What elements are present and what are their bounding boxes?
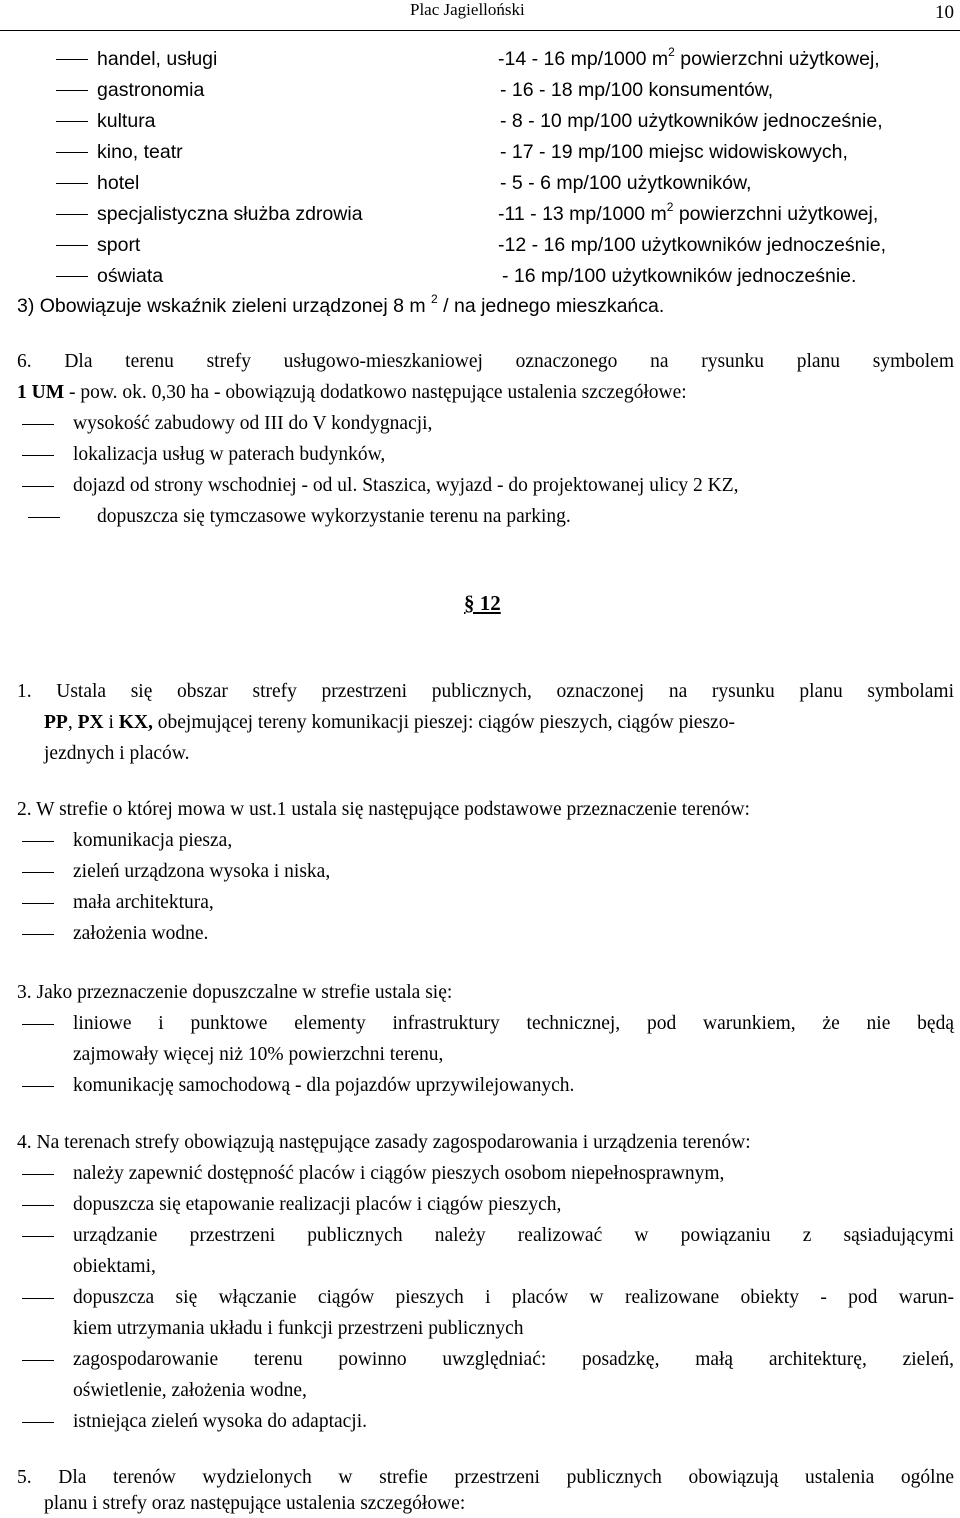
dash-bullet [22,1236,54,1237]
p5-line2: planu i strefy oraz następujące ustalenia szczegółowe: [44,1493,466,1514]
dash-bullet [22,903,54,904]
sec6-bullet: lokalizacja usług w paterach budynków, [73,444,386,465]
dash-bullet [22,486,54,487]
p3-bullet-line: komunikację samochodową - dla pojazdów uprzywilejowanych. [73,1075,575,1096]
p4-bullet-line: zagospodarowanie terenu powinno uwzględniać: posadzkę, małą architekturę, zieleń, [73,1349,954,1370]
p4-bullet-line: należy zapewnić dostępność placów i ciągów pieszych osobom niepełnosprawnym, [73,1163,725,1184]
page-header [0,0,960,31]
sec6-line2: 1 UM - pow. ok. 0,30 ha - obowiązują dodatkowo następujące ustalenia szczegółowe: [17,382,687,403]
norm-value: - 8 - 10 mp/100 użytkowników jednocześnie, [500,110,883,132]
p2-bullet: zieleń urządzona wysoka i niska, [73,861,331,882]
sec6-bullet: dopuszcza się tymczasowe wykorzystanie terenu na parking. [97,506,571,527]
dash-bullet [56,90,88,91]
norm-use: oświata [97,265,164,287]
sec6-bullet: wysokość zabudowy od III do V kondygnacji, [73,413,433,434]
sec6-bullet: dojazd od strony wschodniej - od ul. Staszica, wyjazd - do projektowanej ulicy 2 KZ, [73,475,739,496]
dash-bullet [22,1360,54,1361]
p2-bullet: komunikacja piesza, [73,830,233,851]
dash-bullet [56,276,88,277]
dash-bullet [22,934,54,935]
norm-value: -11 - 13 mp/1000 $m^2$ powierzchni użytkowej, [498,200,879,225]
p4-bullet-line: dopuszcza się włączanie ciągów pieszych i placów w realizowane obiekty - pod warun- [73,1287,954,1308]
dash-bullet [22,1174,54,1175]
norm-use: handel, usługi [97,48,218,70]
norm-use: kino, teatr [97,141,183,163]
symbol-kx: KX, [118,712,153,733]
p4-bullet-line: urządzanie przestrzeni publicznych należy realizować w powiązaniu z sąsiadującymi [73,1225,954,1246]
p4-bullet-cont: kiem utrzymania układu i funkcji przestrzeni publicznych [73,1318,524,1339]
dash-bullet [28,517,60,518]
dash-bullet [22,872,54,873]
norm-value: - 5 - 6 mp/100 użytkowników, [500,172,752,194]
p3-intro: 3. Jako przeznaczenie dopuszczalne w strefie ustala się: [17,982,453,1003]
symbol-pp: PP [44,712,68,733]
p4-bullet-cont: obiektami, [73,1256,156,1277]
p1-line1: 1. Ustala się obszar strefy przestrzeni publicznych, oznaczonej na rysunku planu symbolami [17,681,954,702]
norm-value: -12 - 16 mp/100 użytkowników jednocześnie, [498,234,887,256]
dash-bullet [22,1205,54,1206]
p4-bullet-cont: oświetlenie, założenia wodne, [73,1380,307,1401]
p5-line1: 5. Dla terenów wydzielonych w strefie przestrzeni publicznych obowiązują ustalenia ogólne [17,1467,954,1488]
norm-use: sport [97,234,141,256]
p4-bullet-line: dopuszcza się etapowanie realizacji placów i ciągów pieszych, [73,1194,562,1215]
p4-bullet-line: istniejąca zieleń wysoka do adaptacji. [73,1411,368,1432]
p3-bullet-line: liniowe i punktowe elementy infrastruktury technicznej, pod warunkiem, że nie będą [73,1013,954,1034]
p1-line2: PP, PX i KX, obejmującej tereny komunikacji pieszej: ciągów pieszych, ciągów pieszo- [44,712,735,733]
p1-line3: jezdnych i placów. [44,743,190,764]
norm-use: specjalistyczna służba zdrowia [97,203,363,225]
dash-bullet [22,424,54,425]
page-number: 10 [935,2,954,23]
p2-bullet: mała architektura, [73,892,214,913]
p2-intro: 2. W strefie o której mowa w ust.1 ustala się następujące podstawowe przeznaczenie terenów: [17,799,750,820]
norm-use: kultura [97,110,156,132]
norm-use: hotel [97,172,140,194]
symbol-px: PX [77,712,104,733]
dash-bullet [22,1422,54,1423]
p3-bullet-cont: zajmowały więcej niż 10% powierzchni terenu, [73,1044,444,1065]
zone-symbol: 1 UM [17,382,65,403]
dash-bullet [22,1086,54,1087]
dash-bullet [56,59,88,60]
dash-bullet [56,214,88,215]
dash-bullet [56,245,88,246]
item-3-green-ratio: 3) Obowiązuje wskaźnik zieleni urządzonej 8 m $^2$ / na jednego mieszkańca. [17,292,665,317]
dash-bullet [22,841,54,842]
dash-bullet [22,455,54,456]
norm-value: - 16 - 18 mp/100 konsumentów, [500,79,774,101]
dash-bullet [56,152,88,153]
dash-bullet [56,121,88,122]
p4-intro: 4. Na terenach strefy obowiązują następujące zasady zagospodarowania i urządzenia terenów: [17,1132,751,1153]
norm-value: - 16 mp/100 użytkowników jednocześnie. [502,265,857,287]
paragraph-heading: § 12 [464,591,501,615]
dash-bullet [56,183,88,184]
p2-bullet: założenia wodne. [73,923,209,944]
norm-value: - 17 - 19 mp/100 miejsc widowiskowych, [500,141,848,163]
header-title: Plac Jagielloński [410,0,525,19]
dash-bullet [22,1024,54,1025]
norm-value: -14 - 16 mp/1000 $m^2$ powierzchni użytkowej, [498,45,880,70]
norm-use: gastronomia [97,79,205,101]
sec6-line1: 6. Dla terenu strefy usługowo-mieszkaniowej oznaczonego na rysunku planu symbolem [17,351,954,372]
dash-bullet [22,1298,54,1299]
